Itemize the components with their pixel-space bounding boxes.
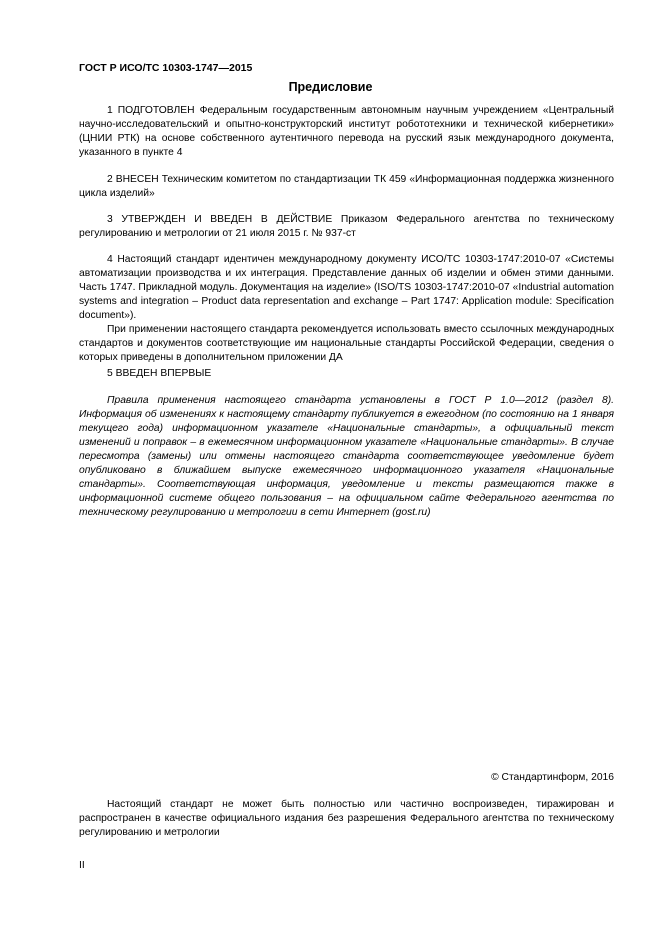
paragraph-1-block xyxy=(79,104,614,160)
paragraph-3-block xyxy=(79,213,614,241)
paragraph-identical: 4 Настоящий стандарт идентичен международному документу ИСО/ТС 10303-1747:2010-07 «Системы автоматизации производства и их интеграция. Представление данных об изделии и обмен этими данными. Часть 1747. Прикладной модуль. Документация на изделие» (ISO/TS 10303-1747:2010-07 «Industrial automation systems and integration – Product data representation and exchange – Part 1747: Application module: Specification document»). xyxy=(79,254,614,321)
paragraph-approved: 3 УТВЕРЖДЕН И ВВЕДЕН В ДЕЙСТВИЕ Приказом Федерального агентства по техническому регулированию и метрологии от 21 июля 2015 г. № 937-ст xyxy=(79,214,614,239)
document-code: ГОСТ Р ИСО/ТС 10303-1747—2015 xyxy=(79,62,253,74)
paragraph-2-block xyxy=(79,173,614,201)
paragraph-references: При применении настоящего стандарта рекомендуется использовать вместо ссылочных международных стандартов и документов соответствующие им национальные стандарты Российской Федерации, сведения о которых приведены в дополнительном приложении ДА xyxy=(79,324,614,363)
paragraph-submitted: 2 ВНЕСЕН Техническим комитетом по стандартизации ТК 459 «Информационная поддержка жизненного цикла изделий» xyxy=(79,174,614,199)
page-number: II xyxy=(79,860,85,871)
paragraph-first-introduced: 5 ВВЕДЕН ВПЕРВЫЕ xyxy=(107,368,212,379)
paragraph-prepared: 1 ПОДГОТОВЛЕН Федеральным государственным автономным научным учреждением «Центральный научно-исследовательский и опытно-конструкторский институт робототехники и технической кибернетики» (ЦНИИ РТК) на основе собственного аутентичного перевода на русский язык международного документа, указанного в пункте 4 xyxy=(79,105,614,158)
reproduction-notice: Настоящий стандарт не может быть полностью или частично воспроизведен, тиражирован и распространен в качестве официального издания без разрешения Федерального агентства по техническому регулированию и метрологии xyxy=(79,799,614,838)
rules-block xyxy=(79,394,614,520)
copyright-line: © Стандартинформ, 2016 xyxy=(491,772,614,783)
reproduction-block xyxy=(79,798,614,840)
page-title: Предисловие xyxy=(288,80,373,94)
paragraph-application-rules: Правила применения настоящего стандарта установлены в ГОСТ Р 1.0—2012 (раздел 8). Информация об изменениях к настоящему стандарту публикуется в ежегодном (по состоянию на 1 января текущего года) информационном указателе «Национальные стандарты», а официальный текст изменений и поправок – в ежемесячном информационном указателе «Национальные стандарты». В случае пересмотра (замены) или отмены настоящего стандарта соответствующее уведомление будет опубликовано в ближайшем выпуске ежемесячного информационного указателя «Национальные стандарты». Соответствующая информация, уведомление и тексты размещаются также в информационной системе общего пользования – на официальном сайте Федерального агентства по техническому регулированию и метрологии в сети Интернет (gost.ru) xyxy=(79,395,614,518)
paragraph-5-block xyxy=(79,367,614,381)
paragraph-4-block xyxy=(79,253,614,365)
